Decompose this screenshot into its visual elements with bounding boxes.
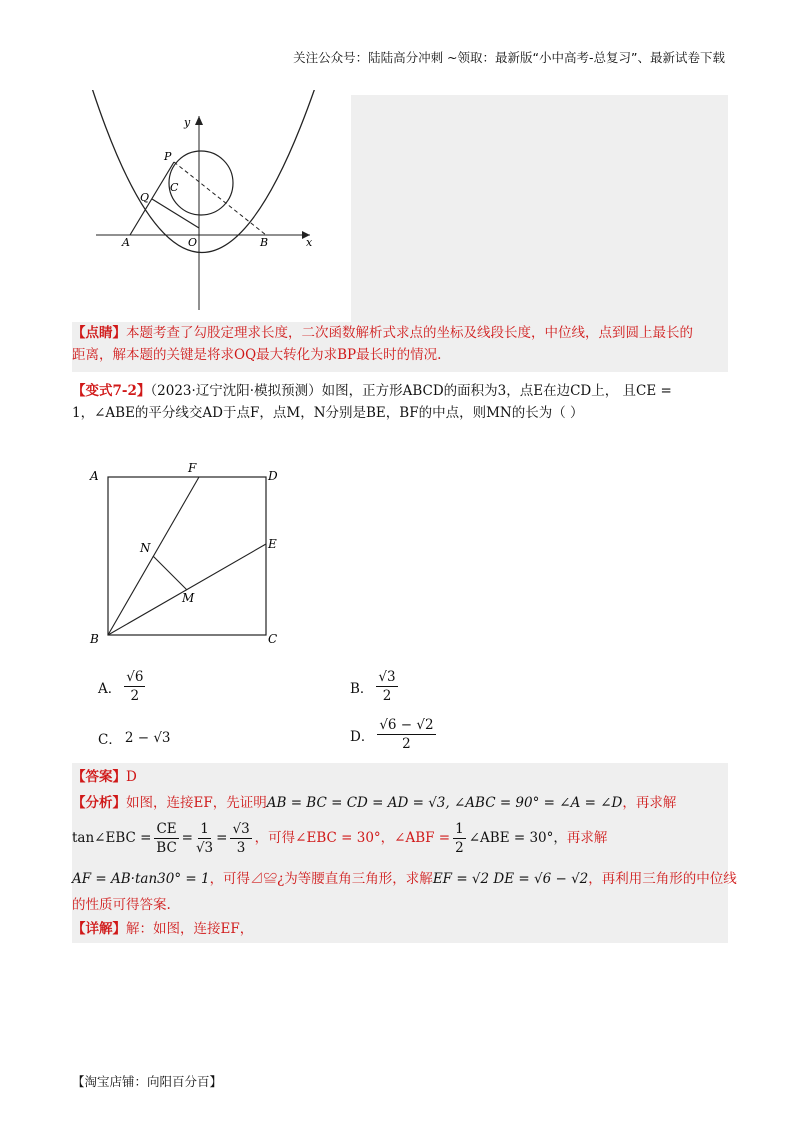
answer-line <box>72 766 728 788</box>
label-x: x <box>306 236 313 249</box>
frac-den: BC <box>156 839 177 856</box>
option-a-numerator: √6 <box>126 669 144 685</box>
hint-line-2: 距离，解本题的关键是将求OQ最大转化为求BP最长时的情况. <box>72 347 442 363</box>
label-a: A <box>122 236 130 249</box>
label-n: N <box>140 541 151 555</box>
segment-mn <box>153 556 187 590</box>
label-a2: A <box>90 469 99 483</box>
answer-tag: 【答案】 <box>72 769 126 785</box>
question-line-1: （2023·辽宁沈阳·模拟预测）如图，正方形ABCD的面积为3，点E在边CD上， 且CE = <box>150 383 672 399</box>
parabola-figure <box>88 90 350 325</box>
frac-sqrt3-3 <box>230 820 251 857</box>
label-b: B <box>260 236 269 249</box>
frac-1-2 <box>453 820 466 857</box>
circle-c <box>169 151 233 215</box>
option-a-label: A． <box>98 680 122 697</box>
label-e: E <box>268 537 277 551</box>
segment-pb <box>174 162 266 235</box>
analysis-formula-3a: AF = AB·tan30° = 1 <box>72 871 210 887</box>
hint-tag: 【点睛】 <box>72 325 126 341</box>
option-d-denominator: 2 <box>402 736 411 752</box>
question-block <box>72 380 728 424</box>
option-b-denominator: 2 <box>382 688 392 704</box>
option-c-label: C． <box>98 732 122 748</box>
parabola-curve <box>91 90 316 253</box>
option-d-numerator: √6 − √2 <box>379 717 434 733</box>
option-a-denominator: 2 <box>130 688 140 704</box>
question-tag: 【变式7-2】 <box>72 383 151 399</box>
tan-ebc: tan∠EBC = <box>72 830 152 846</box>
page-header: 关注公众号：陆陆高分冲刺 ~领取：最新版“小中高考-总复习”、最新试卷下载 <box>293 50 725 65</box>
frac-1-sqrt3 <box>196 820 213 857</box>
label-b2: B <box>90 632 99 646</box>
option-a-fraction <box>124 668 145 705</box>
label-d: D <box>268 469 278 483</box>
option-c-value: 2 − √3 <box>124 730 171 746</box>
answer-value: D <box>126 769 137 785</box>
segment-pa <box>130 162 174 235</box>
square-figure <box>84 460 294 648</box>
y-axis-arrow <box>195 116 203 125</box>
analysis-line-4: 的性质可得答案. <box>72 897 171 913</box>
option-b-numerator: √3 <box>378 669 396 685</box>
frac-num: 1 <box>200 820 209 837</box>
frac-den: √3 <box>195 839 214 856</box>
analysis-line-2 <box>72 818 728 858</box>
label-c2: C <box>268 632 278 646</box>
frac-ce-bc <box>154 820 178 857</box>
option-d-label: D． <box>350 728 375 745</box>
label-y: y <box>184 116 191 129</box>
square-abcd <box>108 477 266 635</box>
option-c[interactable] <box>98 728 171 748</box>
option-b-fraction <box>376 668 397 705</box>
label-f: F <box>188 461 197 475</box>
label-o: O <box>188 236 198 249</box>
label-c: C <box>170 181 179 194</box>
label-m: M <box>182 591 195 605</box>
page-footer: 【淘宝店铺：向阳百分百】 <box>72 1074 223 1089</box>
analysis-text-3d: ，再利用三角形的中位线 <box>588 871 737 887</box>
analysis-line-3 <box>72 868 737 890</box>
gray-panel <box>351 95 728 322</box>
question-line-2: 1，∠ABE的平分线交AD于点F，点M，N分别是BE，BF的中点，则MN的长为（ ） <box>72 405 584 421</box>
label-p: P <box>164 150 172 163</box>
analysis-tag: 【分析】 <box>72 795 126 811</box>
detail-tag: 【详解】 <box>72 921 126 937</box>
frac-num: √3 <box>232 820 250 837</box>
hint-box <box>72 322 728 372</box>
frac-num: CE <box>156 820 177 837</box>
option-d[interactable] <box>350 716 439 753</box>
detail-line <box>72 918 728 940</box>
option-a[interactable] <box>98 668 148 705</box>
analysis-line-1 <box>72 792 728 814</box>
frac-num: 1 <box>455 820 464 837</box>
detail-text: 解：如图，连接EF， <box>126 921 254 937</box>
option-d-fraction <box>377 716 435 753</box>
analysis-formula-1: AB = BC = CD = AD = √3, ∠ABC = 90° = ∠A = ∠D <box>266 795 623 811</box>
hint-line-1: 本题考查了勾股定理求长度，二次函数解析式求点的坐标及线段长度，中位线，点到圆上最长的 <box>126 325 693 341</box>
analysis-text-1c: ，再求解 <box>622 795 677 811</box>
analysis-text-1a: 如图，连接EF，先证明 <box>126 795 267 811</box>
label-q: Q <box>140 191 150 204</box>
equals: = <box>216 830 228 846</box>
analysis-formula-3c: EF = √2 DE = √6 − √2 <box>432 871 589 887</box>
analysis-text-3b: ，可得⊿≌¿为等腰直角三角形，求解 <box>209 871 433 887</box>
analysis-text-2d: 再求解 <box>566 830 608 846</box>
angle-abe: ∠ABE = 30°， <box>468 830 567 846</box>
option-b[interactable] <box>350 668 401 705</box>
option-b-label: B． <box>350 680 374 697</box>
analysis-text-2b: ，可得∠EBC = 30°，∠ABF = <box>254 830 451 846</box>
frac-den: 2 <box>455 839 464 856</box>
frac-den: 3 <box>236 839 246 856</box>
equals: = <box>181 830 193 846</box>
